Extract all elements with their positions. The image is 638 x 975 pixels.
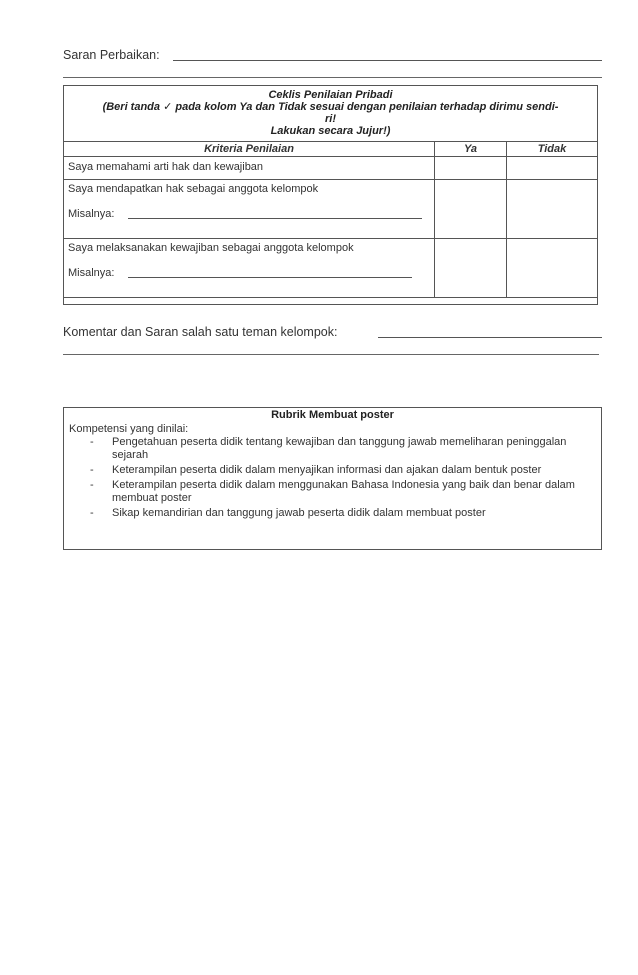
table-row: [64, 239, 598, 298]
komentar-label: Komentar dan Saran salah satu teman kelompok:: [63, 325, 338, 339]
rubric-list: [64, 436, 601, 520]
criteria-text: Saya melaksanakan kewajiban sebagai anggota kelompok: [68, 242, 354, 254]
checklist-box: [63, 85, 598, 305]
table-row: [64, 180, 598, 239]
saran-answer-line[interactable]: [173, 60, 602, 61]
list-item: - Sikap kemandirian dan tanggung jawab peserta didik dalam membuat poster: [90, 507, 486, 519]
example-answer-line[interactable]: [128, 277, 412, 278]
checklist-header: [64, 86, 597, 137]
criteria-cell: Saya memahami arti hak dan kewajiban: [64, 157, 435, 180]
dash-bullet: -: [90, 479, 94, 491]
criteria-cell: [64, 239, 435, 298]
dash-bullet: -: [90, 436, 94, 448]
tidak-checkbox-cell[interactable]: [507, 239, 598, 298]
example-answer-line[interactable]: [128, 218, 422, 219]
criteria-cell: [64, 180, 435, 239]
checklist-title: Ceklis Penilaian Pribadi: [268, 89, 393, 101]
list-item: - Pengetahuan peserta didik tentang kewajiban dan tanggung jawab memeliharan peninggalan sejarah: [90, 436, 567, 461]
example-label: Misalnya:: [68, 267, 115, 279]
table-row: [64, 157, 598, 180]
rubric-box: [63, 407, 602, 550]
checklist-instruction: (Beri tanda ✓ pada kolom Ya dan Tidak sesuai dengan penilaian terhadap dirimu sendi-: [102, 101, 559, 113]
rubric-title: Rubrik Membuat poster: [271, 409, 394, 421]
dash-bullet: -: [90, 464, 94, 476]
col-kriteria-header: Kriteria Penilaian: [64, 142, 435, 157]
example-label: Misalnya:: [68, 208, 115, 220]
saran-perbaikan-label: Saran Perbaikan:: [63, 48, 160, 62]
col-tidak-header: Tidak: [507, 142, 598, 157]
list-item: - Keterampilan peserta didik dalam menyajikan informasi dan ajakan dalam bentuk poster: [90, 464, 542, 476]
komentar-answer-line[interactable]: [378, 337, 602, 338]
komentar-answer-line-2[interactable]: [63, 354, 599, 355]
example-field: [68, 207, 430, 221]
checklist-header-row: [64, 142, 598, 157]
list-item: - Keterampilan peserta didik dalam menggunakan Bahasa Indonesia yang baik dan benar dalam membuat poster: [90, 479, 575, 504]
ya-checkbox-cell[interactable]: [435, 239, 507, 298]
rubric-subtitle: Kompetensi yang dinilai:: [69, 423, 189, 435]
criteria-text: Saya mendapatkan hak sebagai anggota kelompok: [68, 183, 319, 195]
checkmark-icon: ✓: [163, 101, 173, 113]
tidak-checkbox-cell[interactable]: [507, 180, 598, 239]
ya-checkbox-cell[interactable]: [435, 157, 507, 180]
saran-answer-line-2[interactable]: [63, 77, 602, 78]
checklist-instruction-cont: ri!: [325, 113, 336, 125]
col-ya-header: Ya: [435, 142, 507, 157]
checklist-table: [63, 141, 598, 298]
example-field: [68, 266, 430, 280]
dash-bullet: -: [90, 507, 94, 519]
checklist-instruction-honest: Lakukan secara Jujur!): [270, 125, 391, 137]
tidak-checkbox-cell[interactable]: [507, 157, 598, 180]
ya-checkbox-cell[interactable]: [435, 180, 507, 239]
